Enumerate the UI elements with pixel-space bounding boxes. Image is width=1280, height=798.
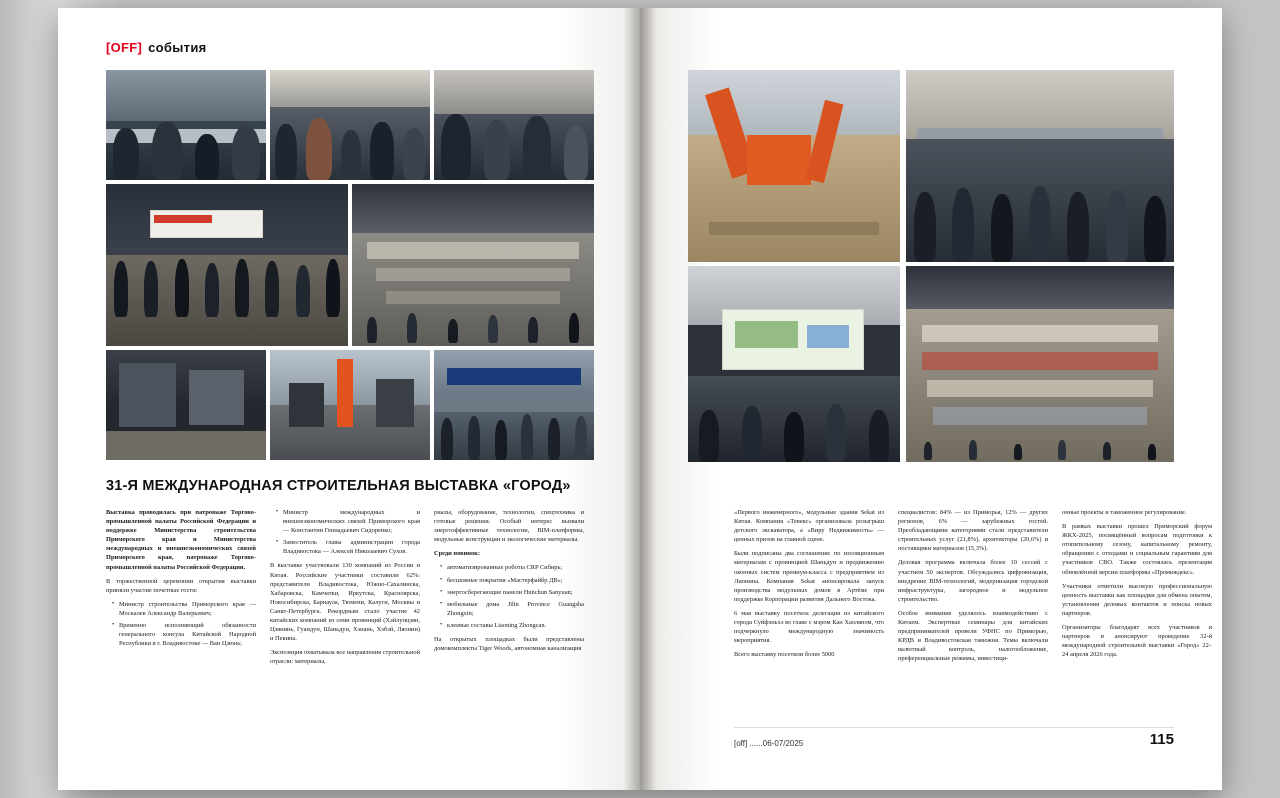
paragraph: Выставка проводилась при патронаже Торгово-промышленной палаты Российской Федерации и поддержке Министерства строительства Приморского края и Министерства международных и внешнеэкономических связей Приморского края, патронаже Торгово-промышленной палаты Российской Федерации.	[106, 509, 256, 571]
right-column-3	[1062, 508, 1212, 746]
bullet-item: • мобильные дома Jilin Province Guangsha Zhongxin;	[442, 600, 584, 618]
paragraph: Были подписаны два соглашения: по изоляционным материалам с провинцией Шаньдун и продвижению оконных систем премиум-класса с предприятием из Лионина. Компания Sekat анонсировала запуск производства модульных домов в Артёме при поддержке Корпорации развития Дальнего Востока.	[734, 550, 884, 603]
paragraph: Особое внимание уделялось взаимодействию с Китаем. Экспертные семинары для китайских предпринимателей провели УФНС по Приморью, КРДВ и Владивостокская таможня. Темы включали валютный контроль, налогообложение, преференциальные режимы, инвестици-	[898, 609, 1048, 663]
paragraph: Деловая программа включала более 10 сессий с участием 50 экспертов. Обсуждались цифровизация, внедрение BIM-технологий, модернизация городской инфраструктуры, загородное и модульное строительство.	[898, 559, 1048, 603]
right-column-1	[734, 508, 884, 746]
paragraph: онные проекты и таможенное регулирование.	[1062, 509, 1187, 516]
photo-seminar-presentation	[688, 266, 900, 462]
photo-conference-delegates	[906, 70, 1174, 262]
paragraph: Участники отметили высокую профессиональную ценность выставки как площадки для обмена опытом, установления деловых контактов и поиска новых партнеров.	[1062, 582, 1212, 617]
photo-exhibition-hall-aerial	[906, 266, 1174, 462]
photo-opening-ceremony-stage	[106, 184, 348, 346]
paragraph: специалистов: 84% — из Приморья, 12% — других регионов, 6% — зарубежных гостей. Преобладающими категориями стали представители строительных услуг (21,8%), архитекторы (20,6%) и поставщики материалов (15,3%).	[898, 509, 1048, 553]
photo-delegation-handshake	[434, 70, 594, 180]
paragraph: «Первого инженерного», модульные здания Sekat из Китая. Компания «Тевекс» организовала розыгрыш детского экскаватора, а «Виру Недвижимость» — ценных призов на главной сцене.	[734, 509, 884, 544]
footer-divider	[734, 727, 1174, 728]
paragraph: риалы, оборудование, технологии, спецтехника и готовые решения. Особый интерес вызвали энергоэффективные технологии, BIM-платформы, модульные конструкции и экологические материалы.	[434, 509, 584, 544]
page-title: 31-Я МЕЖДУНАРОДНАЯ СТРОИТЕЛЬНАЯ ВЫСТАВКА «ГОРОД»	[106, 478, 571, 494]
bullet-item: • Заместитель главы администрации города Владивостока — Алексей Николаевич Сухов.	[278, 538, 420, 556]
photo-outdoor-machinery	[270, 350, 430, 460]
photo-expo-visitors-crowd	[270, 70, 430, 180]
paragraph: 6 мая выставку посетила делегация из китайского города Суйфэньхэ во главе с мэром Кан Хаоляном, что подчеркнуло международную значимость мероприятия.	[734, 609, 884, 645]
paragraph: Среди новинок:	[434, 550, 480, 558]
bullet-item: • энергосберегающие панели Hunchun Sanyuan;	[442, 588, 584, 597]
brand-label: [OFF]	[106, 40, 143, 55]
paragraph: В рамках выставки прошел Приморский форум ЖКХ-2025, посвящённый вопросам подготовки к отопительному сезону, капитальному ремонту, обращению с отходами и социальным гарантиям для участников СВО. Также состоялась презентация обновлённой версии платформы «Промиждекс».	[1062, 523, 1212, 576]
paragraph: На открытых площадках были представлены домокомплекты Tiger Woods, автономная канализация	[434, 636, 584, 653]
page-right	[640, 8, 1222, 790]
bullet-item: • бесшовные покрытия «Мастерфайбр ДВ»;	[442, 576, 584, 585]
paragraph: Организаторы благодарят всех участников и партнеров и анонсируют проведение 32-й международной строительной выставки «Город» 22–24 апреля 2026 года.	[1062, 624, 1212, 659]
bullet-list	[434, 563, 584, 630]
magazine-spread	[58, 8, 1222, 790]
page-left	[58, 8, 640, 790]
bullet-item: • автоматизированные роботы CRP Сибирь;	[442, 563, 584, 572]
section-label: события	[148, 40, 207, 55]
photo-group-photo-tent	[434, 350, 594, 460]
paragraph: Всего выставку посетили более 5000	[734, 651, 835, 659]
photo-equipment-booth	[106, 350, 266, 460]
bullet-item: • клеевые составы Liaoning Zhongcan.	[442, 621, 584, 630]
photo-excavator-model-sandbox	[688, 70, 900, 262]
paragraph: В выставке участвовали 130 компаний из России и Китая. Российские участники составили 62%: представители Владивостока, Южно-Сахалинска, Хабаровска, Камчатки, Иркутска, Красноярска, Новосибирска, Барнаула, Тюмени, Калуги, Москвы и Санкт-Петербурга. Рекордным стало участие 42 китайских компаний из семи провинций (Хэйлунцзян, Цзянинь, Гуандун, Шаньдун, Хэнань, Хэбэй, Ляонин) и Пекина.	[270, 562, 420, 643]
folio-issue: [off] ......06-07/2025	[734, 739, 804, 748]
left-column-1	[106, 508, 256, 746]
bullet-item: • Временно исполняющий обязанности генерального консула Китайской Народной Республики в г. Владивостоке — Ван Цзюнь;	[114, 621, 256, 648]
photo-expo-hall-overview	[352, 184, 594, 346]
bullet-list	[106, 600, 256, 648]
bullet-list	[270, 508, 420, 556]
left-column-2	[270, 508, 420, 746]
paragraph: Экспозиция охватывала все направления строительной отрасли: материалы,	[270, 649, 420, 666]
folio-page-number: 115	[1149, 731, 1174, 748]
right-column-2	[898, 508, 1048, 746]
bullet-item: • Министр международных и внешнеэкономических связей Приморского края — Константин Геннадьевич Сидоренко;	[278, 508, 420, 535]
photo-officials-round-table	[106, 70, 266, 180]
bullet-item: • Министр строительства Приморского края — Москалев Александр Валерьевич;	[114, 600, 256, 618]
page-header	[106, 40, 207, 55]
paragraph: В торжественной церемонии открытия выставки приняли участие почетные гости:	[106, 577, 256, 594]
left-column-3	[434, 508, 584, 746]
